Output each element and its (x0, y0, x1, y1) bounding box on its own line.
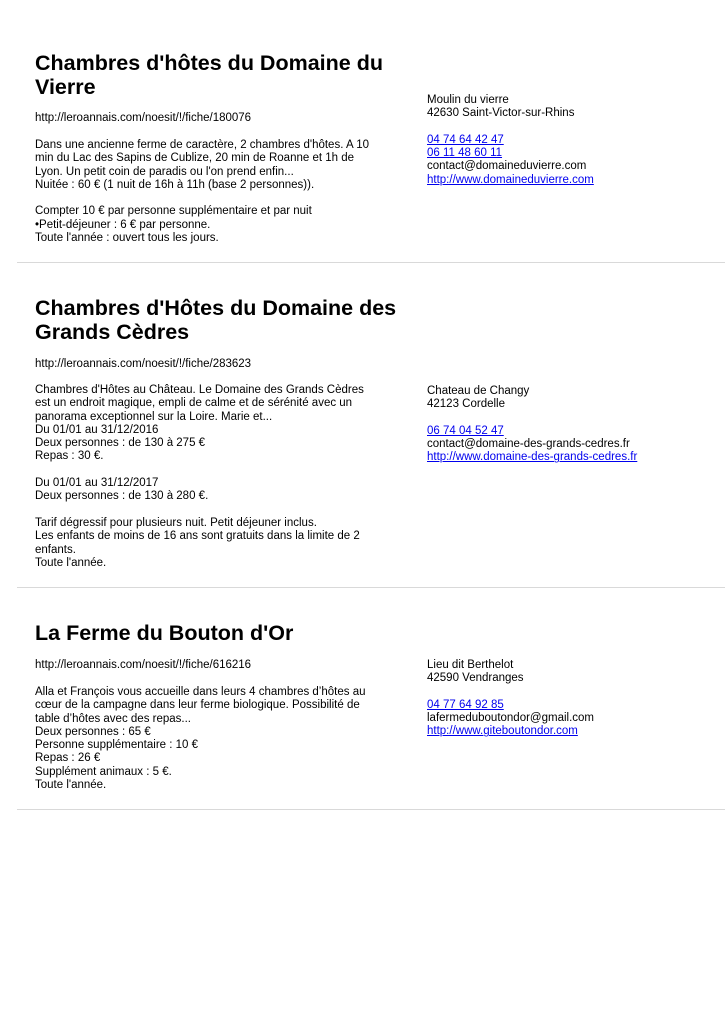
address-line: Moulin du vierre (427, 94, 509, 106)
description-line: Dans une ancienne ferme de caractère, 2 chambres d'hôtes. A 10 (35, 139, 369, 151)
address-line: Chateau de Changy (427, 385, 530, 397)
description-line: Chambres d'Hôtes au Château. Le Domaine des Grands Cèdres (35, 384, 364, 396)
listing-title: Chambres d'hôtes du Domaine du Vierre (35, 51, 383, 99)
phone-link[interactable]: 06 74 04 52 47 (427, 424, 504, 437)
description-line: Les enfants de moins de 16 ans sont gratuits dans la limite de 2 (35, 530, 360, 543)
description-line: Deux personnes : 65 € (35, 725, 151, 738)
description-line: Tarif dégressif pour plusieurs nuit. Petit déjeuner inclus. (35, 516, 317, 529)
website-link[interactable]: http://www.giteboutondor.com (427, 725, 578, 738)
website-link[interactable]: http://www.domaineduvierre.com (427, 173, 594, 186)
description-gap (35, 192, 400, 205)
description-line: Lyon. Un petit coin de paradis ou l'on prend enfin... (35, 165, 294, 178)
website-link[interactable]: http://www.domaine-des-grands-cedres.fr (427, 451, 638, 464)
divider (17, 587, 725, 588)
description-line: Repas : 26 € (35, 752, 101, 765)
description-line: Deux personnes : de 130 à 275 € (35, 437, 206, 450)
listing-title: La Ferme du Bouton d'Or (35, 621, 294, 645)
phone-link[interactable]: 04 77 64 92 85 (427, 698, 504, 711)
phone-link[interactable]: 06 11 48 60 11 (427, 147, 503, 160)
description-line: Deux personnes : de 130 à 280 €. (35, 490, 209, 503)
description-line: panorama exceptionnel sur la Loire. Marie et... (35, 410, 273, 423)
description-line: Toute l'année. (35, 779, 107, 792)
description-line: Personne supplémentaire : 10 € (35, 739, 199, 752)
description-gap (35, 504, 400, 517)
description-line: Toute l'année : ouvert tous les jours. (35, 232, 219, 245)
listing-description (35, 686, 400, 792)
address-line: 42123 Cordelle (427, 398, 506, 411)
description-line: Du 01/01 au 31/12/2017 (35, 477, 159, 490)
description-line: Alla et François vous accueille dans leurs 4 chambres d’hôtes au (35, 686, 366, 698)
description-line: Nuitée : 60 € (1 nuit de 16h à 11h (base 2 personnes)). (35, 178, 315, 191)
address-line: 42630 Saint-Victor-sur-Rhins (427, 107, 575, 120)
email-text: lafermeduboutondor@gmail.com (427, 712, 595, 725)
listing-contact (427, 659, 594, 739)
listing-url: http://leroannais.com/noesit/!/fiche/283623 (35, 358, 252, 370)
phone-link[interactable]: 04 74 64 42 47 (427, 133, 504, 146)
address-line: 42590 Vendranges (427, 672, 524, 685)
listing-url: http://leroannais.com/noesit/!/fiche/616216 (35, 659, 252, 671)
listing-contact (427, 94, 594, 187)
description-gap (35, 464, 400, 477)
divider (17, 809, 725, 810)
divider (17, 262, 725, 263)
description-line: Compter 10 € par personne supplémentaire et par nuit (35, 205, 312, 218)
description-line: Repas : 30 €. (35, 450, 104, 463)
address-line: Lieu dit Berthelot (427, 659, 514, 671)
description-line: cœur de la campagne dans leur ferme biologique. Possibilité de (35, 699, 360, 712)
listing-description (35, 384, 400, 570)
listing-url: http://leroannais.com/noesit/!/fiche/180076 (35, 112, 252, 124)
description-line: Supplément animaux : 5 €. (35, 765, 172, 778)
listing-contact (427, 385, 637, 465)
listing-description (35, 139, 400, 245)
description-line: table d’hôtes avec des repas... (35, 712, 191, 725)
description-line: min du Lac des Sapins de Cublize, 20 min de Roanne et 1h de (35, 152, 355, 165)
email-text: contact@domaine-des-grands-cedres.fr (427, 438, 630, 451)
description-line: •Petit-déjeuner : 6 € par personne. (35, 218, 211, 231)
description-line: Toute l'année. (35, 556, 107, 569)
description-line: Du 01/01 au 31/12/2016 (35, 423, 159, 436)
description-line: enfants. (35, 543, 76, 556)
description-line: est un endroit magique, empli de calme et de sérénité avec un (35, 397, 353, 410)
listing-title: Chambres d'Hôtes du Domaine des Grands Cèdres (35, 296, 397, 344)
email-text: contact@domaineduvierre.com (427, 160, 587, 173)
